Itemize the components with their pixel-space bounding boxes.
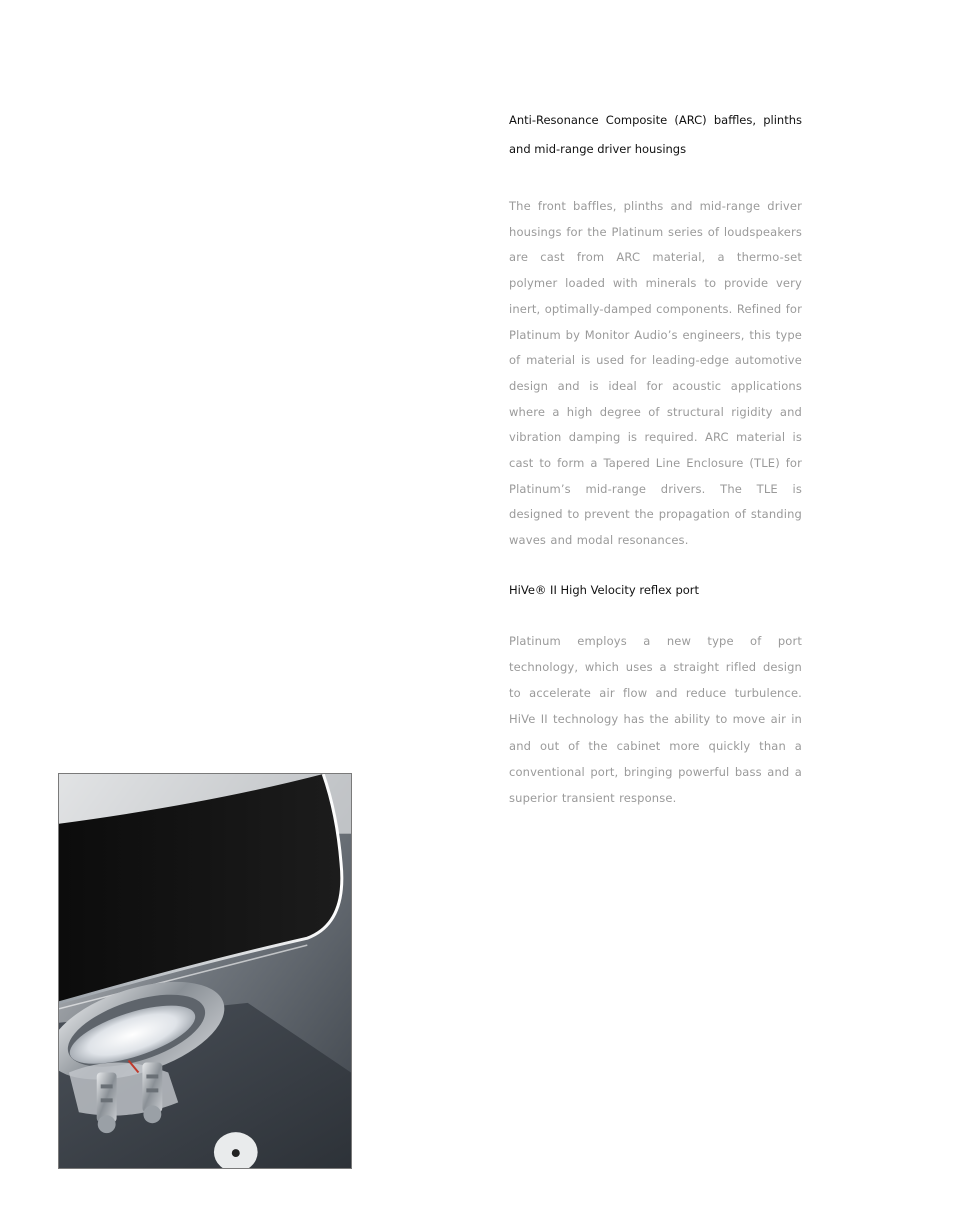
hive-heading: HiVe® II High Velocity reflex port: [509, 582, 700, 597]
arc-heading: Anti-Resonance Composite (ARC) baffles, plinths and mid-range driver housings: [509, 113, 802, 156]
loudspeaker-photo: [58, 773, 352, 1169]
hive-body: Platinum employs a new type of port technology, which uses a straight rifled design to accelerate air flow and reduce turbulence. HiVe II technology has the ability to move air in and out of the cabinet more quickly than a conventional port, bringing powerful bass and a superior transient response.: [509, 633, 802, 806]
arc-body: The front baffles, plinths and mid-range driver housings for the Platinum series of loudspeakers are cast from ARC material, a thermo-set polymer loaded with minerals to provide very inert, optimally-damped components. Refined for Platinum by Monitor Audio’s engineers, this type of material is used for leading-edge automotive design and is ideal for acoustic applications where a high degree of structural rigidity and vibration damping is required. ARC material is cast to form a Tapered Line Enclosure (TLE) for Platinum’s mid-range drivers. The TLE is designed to prevent the propagation of standing waves and modal resonances.: [509, 199, 802, 548]
speaker-illustration: [59, 774, 351, 1168]
text-column: [509, 106, 802, 811]
